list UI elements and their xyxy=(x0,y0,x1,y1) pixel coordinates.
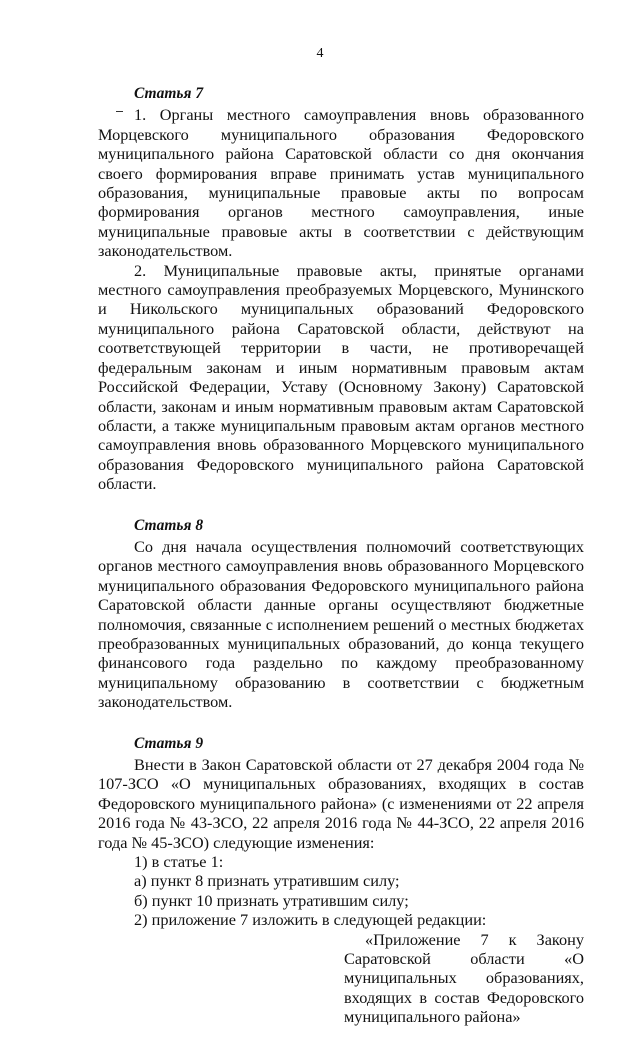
article-8-paragraph-1: Со дня начала осуществления полномочий соответствующих органов местного самоуправления вновь образованного Морцевского муниципального образования Федоровского муниципального района Саратовской области данные органы осуществляют бюджетные полномочия, связанные с исполнением решений о местных бюджетах преобразованных муниципальных образований, до конца текущего финансового года раздельно по каждому преобразованному муниципальному образованию в соответствии с бюджетным законодательством. xyxy=(98,536,584,712)
document-body xyxy=(98,84,584,1049)
article-9-heading: Статья 9 xyxy=(134,734,204,752)
article-9-item: 1) в статье 1: xyxy=(134,852,224,872)
article-9 xyxy=(98,734,584,1027)
article-7-paragraph-1: 1. Органы местного самоуправления вновь образованного Морцевского муниципального образования Федоровского муниципального района Саратовской области со дня окончания своего формирования вправе принимать устав муниципального образования, муниципальные правовые акты по вопросам формирования органов местного самоуправления, иные муниципальные правовые акты в соответствии с действующим законодательством. xyxy=(98,105,584,261)
article-7-paragraph-2: 2. Муниципальные правовые акты, принятые органами местного самоуправления преобразуемых Морцевского, Мунинского и Никольского муниципальных образований Федоровского муниципального района Саратовской области, действуют на соответствующей территории в части, не противоречащей федеральным законам и иным нормативным правовым актам Российской Федерации, Уставу (Основному Закону) Саратовской области, законам и иным нормативным правовым актам Саратовской области, а также муниципальным правовым актам органов местного самоуправления вновь образованного Морцевского муниципального образования Федоровского муниципального района Саратовской области. xyxy=(98,260,584,494)
article-8 xyxy=(98,516,584,712)
article-9-item: 2) приложение 7 изложить в следующей редакции: xyxy=(134,910,487,930)
article-9-item: б) пункт 10 признать утратившим силу; xyxy=(134,890,409,910)
article-9-intro: Внести в Закон Саратовской области от 27 декабря 2004 года № 107-ЗСО «О муниципальных образованиях, входящих в состав Федоровского муниципального района» (с изменениями от 22 апреля 2016 года № 43-ЗСО, 22 апреля 2016 года № 44-ЗСО, 22 апреля 2016 года № 45-ЗСО) следующие изменения: xyxy=(98,755,584,852)
page-number: 4 xyxy=(316,46,324,61)
article-9-item: а) пункт 8 признать утратившим силу; xyxy=(134,871,400,891)
appendix-7-heading-quote: «Приложение 7 к Закону Саратовской области «О муниципальных образованиях, входящих в состав Федоровского муниципального района» xyxy=(344,929,584,1027)
article-8-heading: Статья 8 xyxy=(134,516,204,534)
article-7 xyxy=(98,84,584,494)
article-7-heading: Статья 7 xyxy=(134,85,204,102)
